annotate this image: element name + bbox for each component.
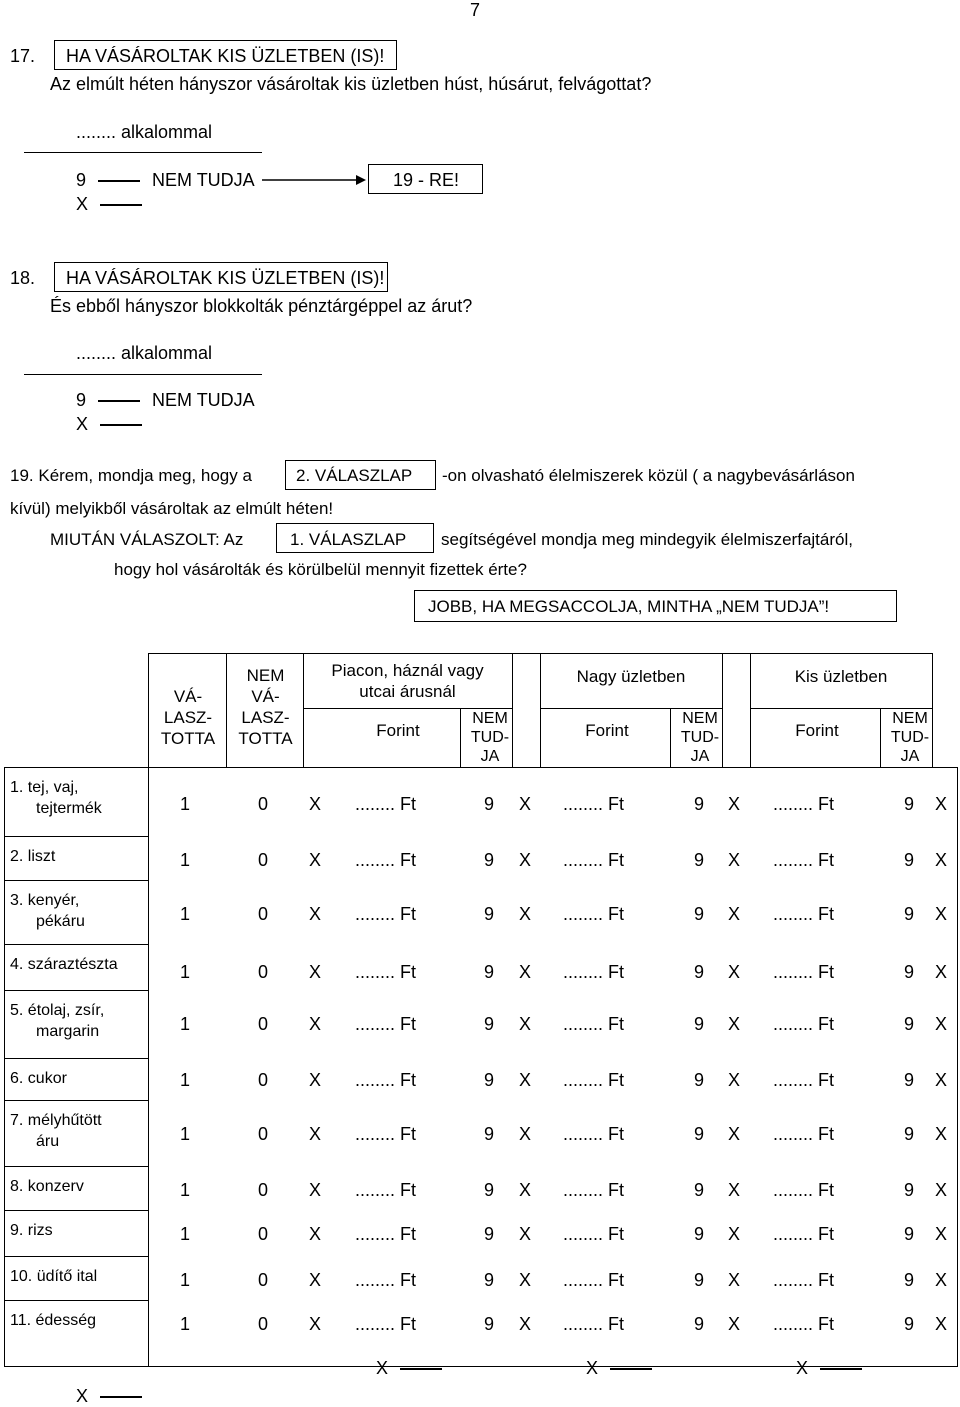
small-store-forint-value[interactable]: ........ Ft <box>773 1070 835 1090</box>
row-label <box>10 1176 84 1197</box>
row-end-x-code[interactable]: X <box>935 1014 948 1034</box>
small-store-dont-know-code[interactable]: 9 <box>904 1070 915 1090</box>
small-store-dont-know-code[interactable]: 9 <box>904 1270 915 1290</box>
row-label-line: margarin <box>36 1023 100 1040</box>
q18-answer-line <box>24 374 262 375</box>
q19-after-label: MIUTÁN VÁLASZOLT: Az <box>50 530 244 549</box>
big-store-dont-know-code[interactable]: 9 <box>694 1124 705 1144</box>
small-store-x-code[interactable]: X <box>728 1180 741 1200</box>
row-label-line: 10. üdítő ital <box>10 1268 98 1285</box>
big-store-x-code[interactable]: X <box>519 1014 532 1034</box>
market-forint-value[interactable]: ........ Ft <box>355 904 417 924</box>
row-label-line: 8. konzerv <box>10 1178 84 1195</box>
big-store-x-code[interactable]: X <box>519 1224 532 1244</box>
market-x-code[interactable]: X <box>309 1314 322 1334</box>
row-label-line: 6. cukor <box>10 1070 67 1087</box>
row-label <box>10 1220 53 1241</box>
row-label-line: 5. étolaj, zsír, <box>10 1002 105 1019</box>
bought-code[interactable]: 1 <box>180 1014 191 1034</box>
big-store-dont-know-code[interactable]: 9 <box>694 1314 705 1334</box>
row-end-x-code[interactable]: X <box>935 1180 948 1200</box>
small-store-x-code[interactable]: X <box>728 1014 741 1034</box>
q17-answer-line <box>24 152 262 153</box>
big-store-forint-value[interactable]: ........ Ft <box>563 1180 625 1200</box>
q18-answer-blank: ........ alkalommal <box>76 343 213 363</box>
q19-text-after-card1: segítségével mondja meg mindegyik élelmiszerfajtáról, <box>441 530 853 549</box>
not-bought-code[interactable]: 0 <box>258 904 269 924</box>
big-store-dont-know-code[interactable]: 9 <box>694 794 705 814</box>
small-store-x-code[interactable]: X <box>728 1270 741 1290</box>
small-store-dont-know-code[interactable]: 9 <box>904 1014 915 1034</box>
small-store-forint-value[interactable]: ........ Ft <box>773 794 835 814</box>
small-store-x-code[interactable]: X <box>728 962 741 982</box>
small-store-forint-value[interactable]: ........ Ft <box>773 1124 835 1144</box>
bought-code[interactable]: 1 <box>180 1314 191 1334</box>
big-store-x-code[interactable]: X <box>519 794 532 814</box>
row-label <box>10 777 102 819</box>
big-store-forint-value[interactable]: ........ Ft <box>563 1224 625 1244</box>
row-divider <box>4 1256 148 1257</box>
small-store-dont-know-code[interactable]: 9 <box>904 850 915 870</box>
row-divider <box>4 1300 148 1301</box>
bought-code[interactable]: 1 <box>180 850 191 870</box>
market-x-code[interactable]: X <box>309 904 322 924</box>
market-forint-value[interactable]: ........ Ft <box>355 1124 417 1144</box>
small-store-x-code[interactable]: X <box>728 794 741 814</box>
header-big-store: Nagy üzletben <box>576 667 686 686</box>
q19-line2: kívül) melyikből vásároltak az elmúlt héten! <box>10 499 334 518</box>
bought-code[interactable]: 1 <box>180 904 191 924</box>
row-label <box>10 1266 97 1287</box>
q19-note: JOBB, HA MEGSACCOLJA, MINTHA „NEM TUDJA”! <box>428 597 830 616</box>
market-x-code[interactable]: X <box>309 962 322 982</box>
not-bought-code[interactable]: 0 <box>258 1314 269 1334</box>
big-store-x-code[interactable]: X <box>519 850 532 870</box>
market-dont-know-code[interactable]: 9 <box>484 1070 495 1090</box>
q17-code-9: 9 NEM TUDJA <box>76 170 255 190</box>
row-label-line: 1. tej, vaj, <box>10 779 79 796</box>
big-store-forint-value[interactable]: ........ Ft <box>563 1270 625 1290</box>
big-store-forint-value[interactable]: ........ Ft <box>563 1014 625 1034</box>
market-dont-know-code[interactable]: 9 <box>484 1180 495 1200</box>
market-forint-value[interactable]: ........ Ft <box>355 1014 417 1034</box>
market-x-code[interactable]: X <box>309 794 322 814</box>
row-end-x-code[interactable]: X <box>935 1224 948 1244</box>
big-store-dont-know-code[interactable]: 9 <box>694 1224 705 1244</box>
big-store-x-code[interactable]: X <box>519 1180 532 1200</box>
q17-skip: 19 - RE! <box>393 170 460 190</box>
row-divider <box>4 990 148 991</box>
not-bought-code[interactable]: 0 <box>258 1070 269 1090</box>
q18-title: HA VÁSÁROLTAK KIS ÜZLETBEN (IS)! <box>66 268 385 288</box>
header-bought: VÁ- LASZ- TOTTA <box>160 687 216 748</box>
row-label <box>10 1000 104 1042</box>
big-store-dont-know-code[interactable]: 9 <box>694 962 705 982</box>
row-label <box>10 1310 96 1331</box>
header-small-store: Kis üzletben <box>794 667 888 686</box>
big-store-forint-value[interactable]: ........ Ft <box>563 794 625 814</box>
q17-title: HA VÁSÁROLTAK KIS ÜZLETBEN (IS)! <box>66 46 385 66</box>
row-end-x-code[interactable]: X <box>935 850 948 870</box>
big-store-forint-value[interactable]: ........ Ft <box>563 1314 625 1334</box>
row-divider <box>4 1058 148 1059</box>
page-number: 7 <box>470 0 481 20</box>
q19-text-after-card2: -on olvasható élelmiszerek közül ( a nagybevásárláson <box>442 466 855 485</box>
market-dont-know-code[interactable]: 9 <box>484 962 495 982</box>
big-store-x-code[interactable]: X <box>519 1070 532 1090</box>
market-dont-know-code[interactable]: 9 <box>484 1014 495 1034</box>
not-bought-code[interactable]: 0 <box>258 1224 269 1244</box>
bought-code[interactable]: 1 <box>180 1070 191 1090</box>
market-forint-value[interactable]: ........ Ft <box>355 850 417 870</box>
q18-code-9: 9 NEM TUDJA <box>76 390 255 410</box>
market-x-code[interactable]: X <box>309 850 322 870</box>
market-dont-know-code[interactable]: 9 <box>484 1124 495 1144</box>
small-store-dont-know-code[interactable]: 9 <box>904 962 915 982</box>
row-end-x-code[interactable]: X <box>935 962 948 982</box>
row-label-line: pékáru <box>36 913 85 930</box>
small-store-dont-know-code[interactable]: 9 <box>904 1180 915 1200</box>
market-forint-value[interactable]: ........ Ft <box>355 1224 417 1244</box>
q19-card2: 2. VÁLASZLAP <box>296 466 413 485</box>
header-dont-know: NEM TUD- JA <box>680 710 720 765</box>
market-forint-value[interactable]: ........ Ft <box>355 962 417 982</box>
small-store-x-code[interactable]: X <box>728 1314 741 1334</box>
header-market: Piacon, háznál vagy utcai árusnál <box>331 661 484 701</box>
small-store-forint-value[interactable]: ........ Ft <box>773 1224 835 1244</box>
footer-code-x: X <box>796 1358 862 1379</box>
small-store-dont-know-code[interactable]: 9 <box>904 1224 915 1244</box>
market-x-code[interactable]: X <box>309 1270 322 1290</box>
big-store-dont-know-code[interactable]: 9 <box>694 1070 705 1090</box>
q17-code-x: X <box>76 194 142 215</box>
small-store-x-code[interactable]: X <box>728 1224 741 1244</box>
market-forint-value[interactable]: ........ Ft <box>355 1070 417 1090</box>
small-store-x-code[interactable]: X <box>728 850 741 870</box>
row-label <box>10 1068 67 1089</box>
small-store-forint-value[interactable]: ........ Ft <box>773 904 835 924</box>
row-label-line: 7. mélyhűtött <box>10 1112 102 1129</box>
bought-code[interactable]: 1 <box>180 794 191 814</box>
header-forint: Forint <box>795 721 839 740</box>
not-bought-code[interactable]: 0 <box>258 850 269 870</box>
row-end-x-code[interactable]: X <box>935 1124 948 1144</box>
small-store-dont-know-code[interactable]: 9 <box>904 1124 915 1144</box>
header-not-bought: NEM VÁ- LASZ- TOTTA <box>238 666 293 748</box>
not-bought-code[interactable]: 0 <box>258 794 269 814</box>
row-label-line: 3. kenyér, <box>10 892 80 909</box>
market-x-code[interactable]: X <box>309 1014 322 1034</box>
not-bought-code[interactable]: 0 <box>258 1180 269 1200</box>
big-store-forint-value[interactable]: ........ Ft <box>563 1124 625 1144</box>
small-store-forint-value[interactable]: ........ Ft <box>773 1314 835 1334</box>
small-store-dont-know-code[interactable]: 9 <box>904 794 915 814</box>
q17-question: Az elmúlt héten hányszor vásároltak kis üzletben húst, húsárut, felvágottat? <box>50 74 652 94</box>
big-store-forint-value[interactable]: ........ Ft <box>563 962 625 982</box>
market-dont-know-code[interactable]: 9 <box>484 850 495 870</box>
footer-code-x: X <box>376 1358 442 1379</box>
market-x-code[interactable]: X <box>309 1124 322 1144</box>
row-divider <box>4 1100 148 1101</box>
header-forint: Forint <box>376 721 420 740</box>
small-store-forint-value[interactable]: ........ Ft <box>773 1014 835 1034</box>
big-store-x-code[interactable]: X <box>519 1124 532 1144</box>
big-store-forint-value[interactable]: ........ Ft <box>563 1070 625 1090</box>
big-store-dont-know-code[interactable]: 9 <box>694 850 705 870</box>
row-label-line: 2. liszt <box>10 848 56 865</box>
not-bought-code[interactable]: 0 <box>258 1014 269 1034</box>
market-forint-value[interactable]: ........ Ft <box>355 794 417 814</box>
q18-number: 18. <box>10 268 36 288</box>
big-store-x-code[interactable]: X <box>519 1270 532 1290</box>
row-divider <box>4 880 148 881</box>
row-end-x-code[interactable]: X <box>935 1270 948 1290</box>
q19-card1: 1. VÁLASZLAP <box>290 530 407 549</box>
footer-code-x: X <box>586 1358 652 1379</box>
small-store-forint-value[interactable]: ........ Ft <box>773 962 835 982</box>
row-label-line: 4. száraztészta <box>10 956 118 973</box>
small-store-forint-value[interactable]: ........ Ft <box>773 850 835 870</box>
not-bought-code[interactable]: 0 <box>258 1270 269 1290</box>
row-divider <box>4 1210 148 1211</box>
big-store-forint-value[interactable]: ........ Ft <box>563 850 625 870</box>
q18-question: És ebből hányszor blokkolták pénztárgéppel az árut? <box>50 296 473 316</box>
q19-intro: 19. Kérem, mondja meg, hogy a <box>10 466 252 485</box>
market-forint-value[interactable]: ........ Ft <box>355 1270 417 1290</box>
q17-answer-blank: ........ alkalommal <box>76 122 213 142</box>
market-forint-value[interactable]: ........ Ft <box>355 1314 417 1334</box>
market-dont-know-code[interactable]: 9 <box>484 794 495 814</box>
big-store-dont-know-code[interactable]: 9 <box>694 1014 705 1034</box>
market-dont-know-code[interactable]: 9 <box>484 1314 495 1334</box>
row-end-x-code[interactable]: X <box>935 904 948 924</box>
not-bought-code[interactable]: 0 <box>258 1124 269 1144</box>
small-store-x-code[interactable]: X <box>728 1070 741 1090</box>
small-store-forint-value[interactable]: ........ Ft <box>773 1270 835 1290</box>
bought-code[interactable]: 1 <box>180 1270 191 1290</box>
row-label-line: 9. rizs <box>10 1222 53 1239</box>
row-label <box>10 890 85 932</box>
market-x-code[interactable]: X <box>309 1180 322 1200</box>
big-store-dont-know-code[interactable]: 9 <box>694 1270 705 1290</box>
row-label-line: tejtermék <box>36 800 102 817</box>
big-store-x-code[interactable]: X <box>519 962 532 982</box>
q19-line4: hogy hol vásárolták és körülbelül mennyit fizettek érte? <box>114 560 527 579</box>
small-store-dont-know-code[interactable]: 9 <box>904 904 915 924</box>
small-store-x-code[interactable]: X <box>728 904 741 924</box>
header-forint: Forint <box>585 721 629 740</box>
header-dont-know: NEM TUD- JA <box>470 710 510 765</box>
big-store-x-code[interactable]: X <box>519 904 532 924</box>
header-dont-know: NEM TUD- JA <box>890 710 930 765</box>
row-divider <box>4 836 148 837</box>
big-store-forint-value[interactable]: ........ Ft <box>563 904 625 924</box>
row-end-x-code[interactable]: X <box>935 794 948 814</box>
footer-code-x: X <box>76 1386 142 1407</box>
q17-number: 17. <box>10 46 36 66</box>
bought-code[interactable]: 1 <box>180 1124 191 1144</box>
not-bought-code[interactable]: 0 <box>258 962 269 982</box>
market-x-code[interactable]: X <box>309 1224 322 1244</box>
bought-code[interactable]: 1 <box>180 1224 191 1244</box>
row-label-line: áru <box>36 1133 60 1150</box>
market-forint-value[interactable]: ........ Ft <box>355 1180 417 1200</box>
small-store-x-code[interactable]: X <box>728 1124 741 1144</box>
big-store-dont-know-code[interactable]: 9 <box>694 1180 705 1200</box>
q18-code-x: X <box>76 414 142 435</box>
row-label <box>10 1110 102 1152</box>
market-x-code[interactable]: X <box>309 1070 322 1090</box>
market-dont-know-code[interactable]: 9 <box>484 1270 495 1290</box>
big-store-dont-know-code[interactable]: 9 <box>694 904 705 924</box>
row-label <box>10 846 55 867</box>
bought-code[interactable]: 1 <box>180 962 191 982</box>
row-divider <box>4 944 148 945</box>
row-end-x-code[interactable]: X <box>935 1314 948 1334</box>
row-divider <box>4 1166 148 1167</box>
small-store-dont-know-code[interactable]: 9 <box>904 1314 915 1334</box>
row-end-x-code[interactable]: X <box>935 1070 948 1090</box>
row-label-line: 11. édesség <box>10 1312 96 1329</box>
small-store-forint-value[interactable]: ........ Ft <box>773 1180 835 1200</box>
market-dont-know-code[interactable]: 9 <box>484 1224 495 1244</box>
row-label <box>10 954 118 975</box>
big-store-x-code[interactable]: X <box>519 1314 532 1334</box>
market-dont-know-code[interactable]: 9 <box>484 904 495 924</box>
skip-arrow-icon <box>262 170 368 190</box>
bought-code[interactable]: 1 <box>180 1180 191 1200</box>
